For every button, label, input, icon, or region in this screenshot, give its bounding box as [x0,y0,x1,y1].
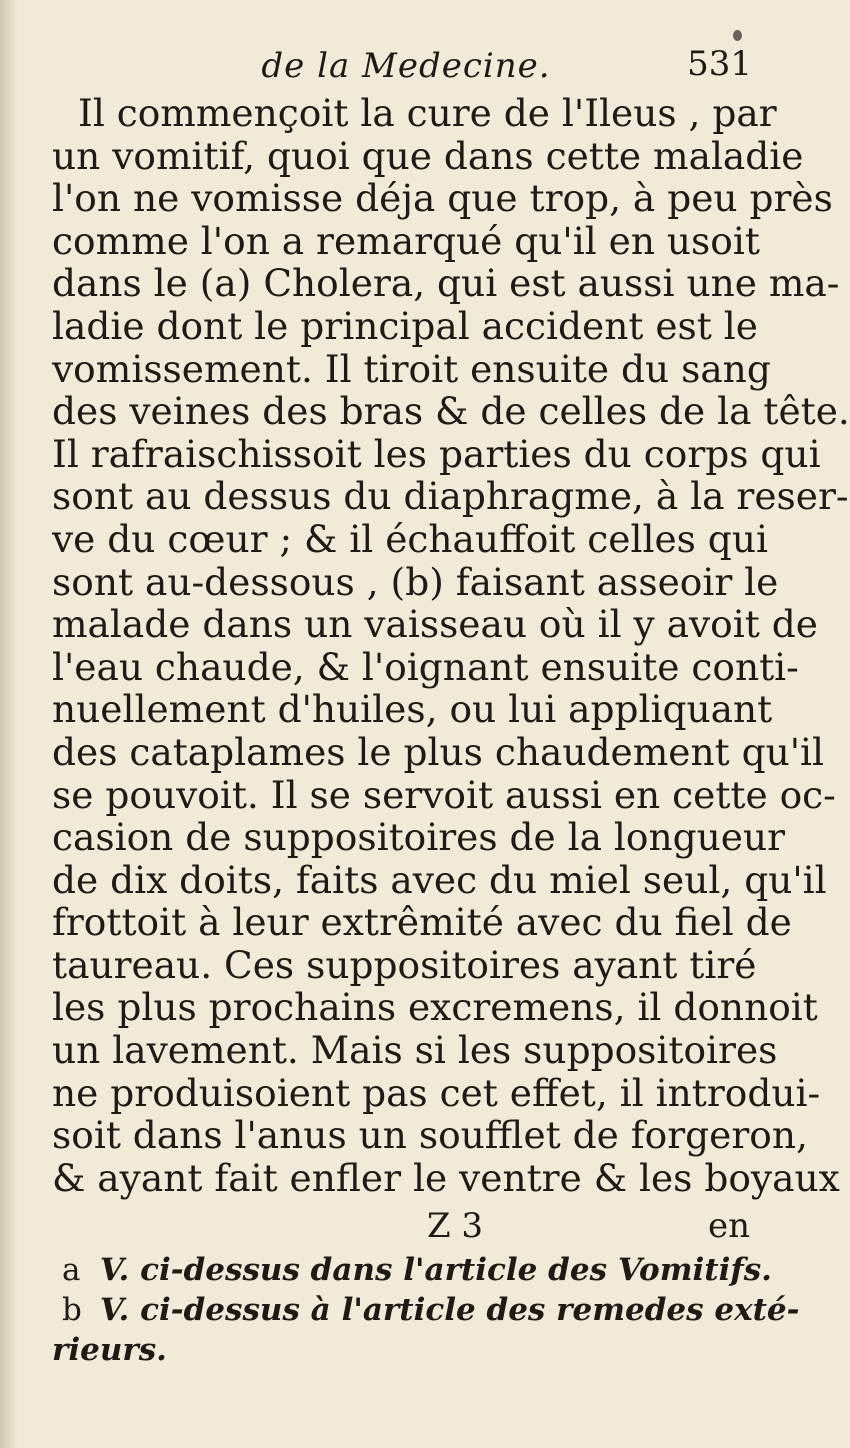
catchword: en [707,1206,750,1246]
text-line: ne produisoient pas cet effet, il introdui- [52,1070,821,1115]
text-line: un lavement. Mais si les suppositoires [52,1028,778,1073]
text-line: sont au-dessous , (b) faisant asseoir le [52,559,779,604]
running-head: de la Medecine. [261,46,551,86]
text-line: frottoit à leur extrêmité avec du fiel de [52,900,792,945]
text-line: taureau. Ces suppositoires ayant tiré [52,942,757,987]
footnote-letter: b [62,1292,82,1328]
footnote [52,1250,772,1290]
text-line: les plus prochains excremens, il donnoit [52,985,818,1030]
signature-line [52,1206,750,1250]
text-line: ve du cœur ; & il échauffoit celles qui [52,516,768,561]
ink-spot [733,30,742,41]
footnote-continuation: rieurs. [52,1332,167,1368]
text-line: comme l'on a remarqué qu'il en usoit [52,218,760,263]
text-line: ladie dont le principal accident est le [52,303,758,348]
body-text [52,91,850,1200]
text-line: vomissement. Il tiroit ensuite du sang [52,346,771,391]
text-line: nuellement d'huiles, ou lui appliquant [52,687,773,732]
text-line: Il commençoit la cure de l'Ileus , par [78,91,777,135]
text-line: l'eau chaude, & l'oignant ensuite conti- [52,644,799,689]
text-line: de dix doits, faits avec du miel seul, qu'il [52,857,827,902]
text-line: un vomitif, quoi que dans cette maladie [52,133,804,178]
text-line: & ayant fait enfler le ventre & les boyaux [52,1155,840,1200]
page-number: 531 [687,44,752,84]
text-line: l'on ne vomisse déja que trop, à peu près [52,176,833,221]
text-line: dans le (a) Cholera, qui est aussi une ma- [52,261,840,306]
text-line: soit dans l'anus un soufflet de forgeron, [52,1113,808,1158]
footnote-text: V. ci-dessus dans l'article des Vomitifs. [99,1252,772,1288]
page-header [60,40,752,90]
text-line: malade dans un vaisseau où il y avoit de [52,602,818,647]
text-line: se pouvoit. Il se servoit aussi en cette oc- [52,772,836,817]
footnote [52,1290,800,1330]
footnote-letter: a [62,1252,81,1288]
text-line: sont au dessus du diaphragme, à la reser- [52,474,849,519]
text-line: des veines des bras & de celles de la tête. [52,389,850,434]
text-line: des cataplames le plus chaudement qu'il [52,729,825,774]
text-line: Il rafraischissoit les parties du corps qui [52,431,821,476]
signature-mark: Z 3 [427,1206,484,1246]
footnotes [52,1250,800,1370]
page-gutter-shadow [0,0,18,1448]
footnote-text: V. ci-dessus à l'article des remedes exté- [99,1292,800,1328]
text-line: casion de suppositoires de la longueur [52,815,786,860]
